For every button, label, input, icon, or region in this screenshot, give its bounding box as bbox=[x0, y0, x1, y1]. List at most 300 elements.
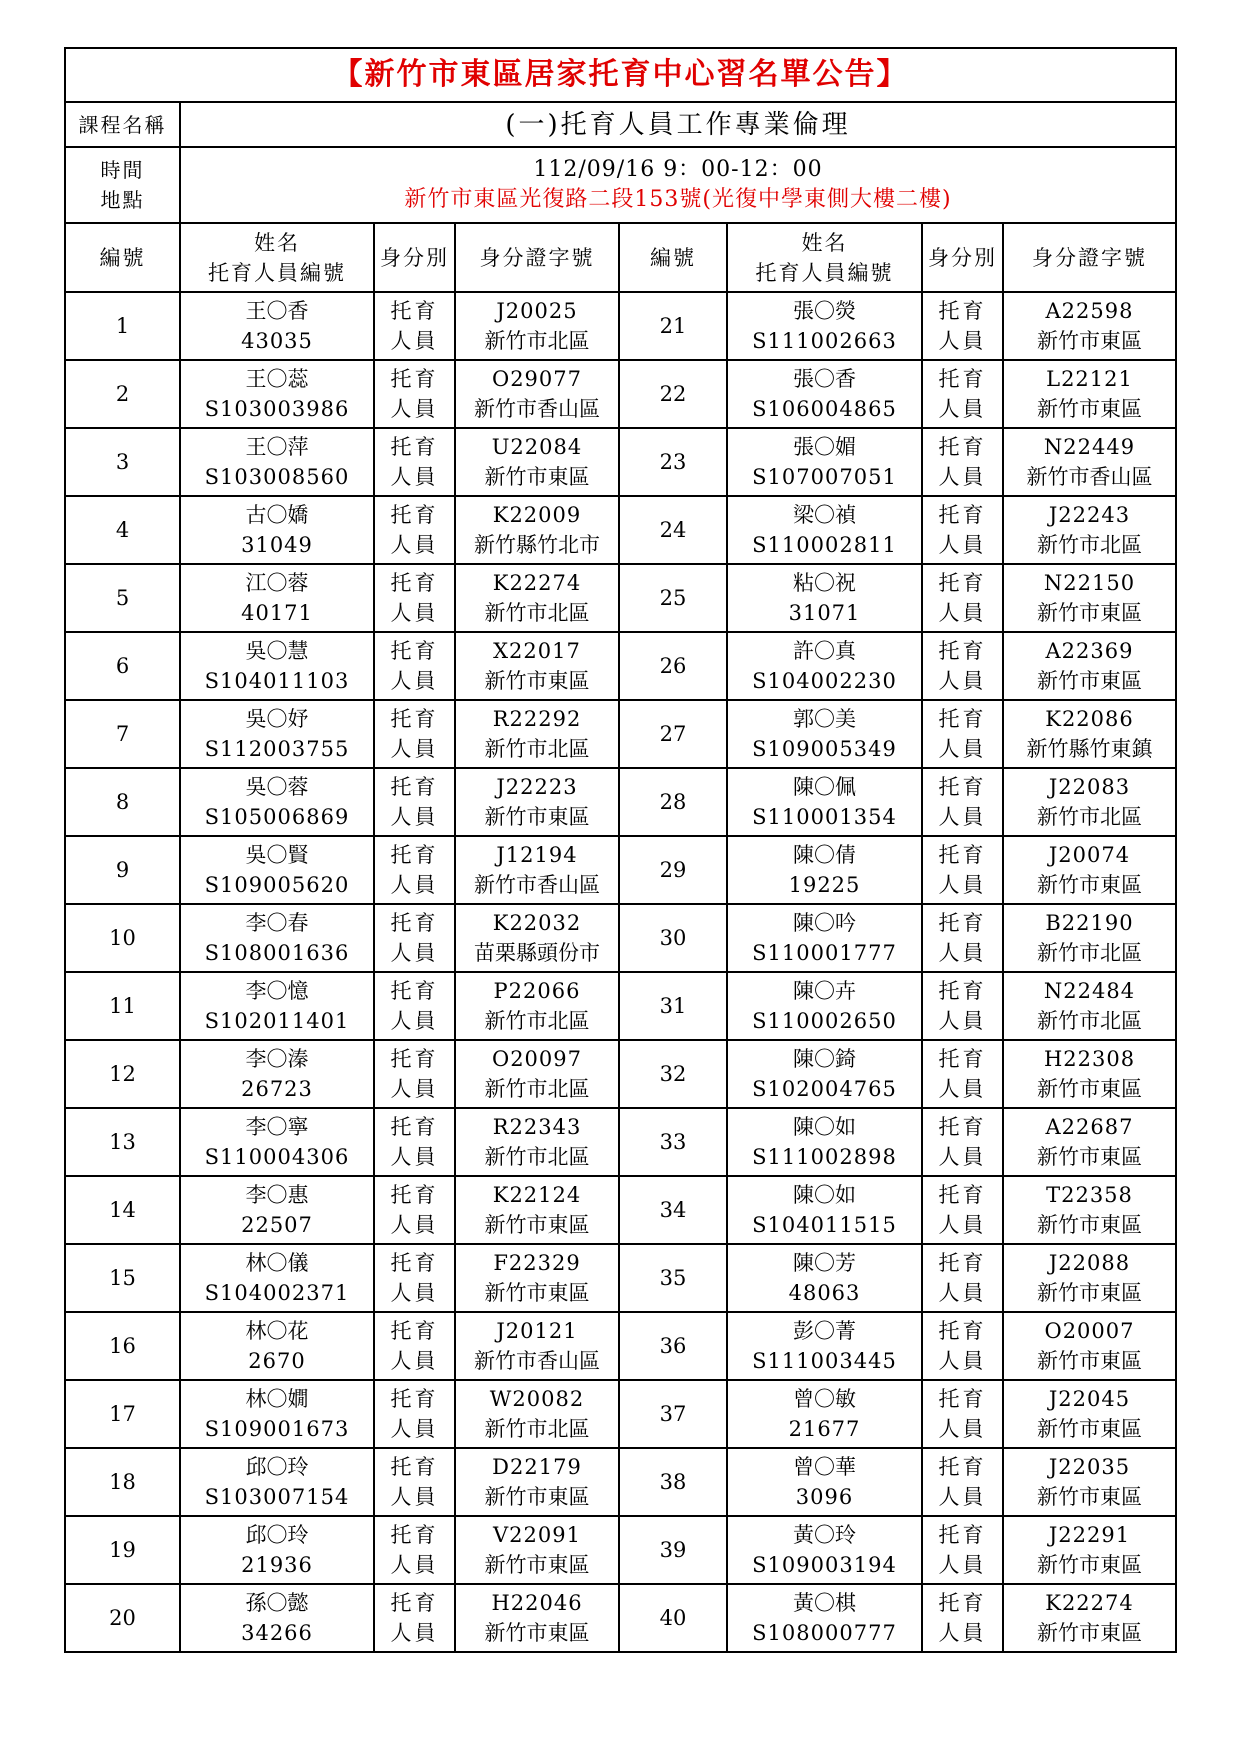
cell-number-left: 1 bbox=[65, 292, 180, 360]
caregiver-code: S111003445 bbox=[752, 1349, 897, 1373]
cell-name-right bbox=[727, 564, 922, 632]
identity-line1: 托育 bbox=[390, 911, 439, 935]
person-name: 陳〇如 bbox=[793, 1115, 856, 1139]
id-number: J22083 bbox=[1048, 775, 1131, 799]
person-name: 許〇真 bbox=[793, 639, 856, 663]
identity-line2: 人員 bbox=[390, 873, 439, 897]
district: 新竹市東區 bbox=[484, 669, 590, 693]
identity-line2: 人員 bbox=[938, 1485, 987, 1509]
id-number: D22179 bbox=[492, 1455, 582, 1479]
cell-name-right bbox=[727, 1516, 922, 1584]
id-number: V22091 bbox=[493, 1523, 581, 1547]
identity-line2: 人員 bbox=[938, 805, 987, 829]
table-row bbox=[65, 1176, 1176, 1244]
id-number: K22086 bbox=[1045, 707, 1134, 731]
identity-line1: 托育 bbox=[390, 571, 439, 595]
cell-name-right bbox=[727, 632, 922, 700]
cell-identity-right bbox=[922, 1584, 1003, 1652]
identity-line1: 托育 bbox=[390, 1251, 439, 1275]
identity-line1: 托育 bbox=[938, 571, 987, 595]
caregiver-code: S108001636 bbox=[204, 941, 350, 965]
person-name: 邱〇玲 bbox=[245, 1523, 309, 1547]
id-number: F22329 bbox=[493, 1251, 581, 1275]
cell-id-number-left bbox=[455, 1244, 619, 1312]
cell-identity-right bbox=[922, 428, 1003, 496]
identity-line2: 人員 bbox=[938, 1077, 987, 1101]
district: 新竹市東區 bbox=[1037, 1349, 1142, 1373]
cell-name-left bbox=[180, 564, 374, 632]
person-name: 林〇花 bbox=[245, 1319, 309, 1343]
table-row bbox=[65, 1448, 1176, 1516]
cell-name-right bbox=[727, 904, 922, 972]
identity-line1: 托育 bbox=[390, 1387, 439, 1411]
cell-id-number-right bbox=[1003, 292, 1176, 360]
cell-identity-left bbox=[374, 972, 455, 1040]
cell-name-left bbox=[180, 768, 374, 836]
district: 新竹市東區 bbox=[1037, 1281, 1142, 1305]
person-name: 陳〇倩 bbox=[793, 843, 856, 867]
cell-number-right: 38 bbox=[619, 1448, 727, 1516]
identity-line1: 托育 bbox=[390, 979, 439, 1003]
identity-line2: 人員 bbox=[390, 1417, 439, 1441]
cell-identity-right bbox=[922, 360, 1003, 428]
cell-number-right: 21 bbox=[619, 292, 727, 360]
identity-line1: 托育 bbox=[390, 639, 439, 663]
caregiver-code: S109001673 bbox=[204, 1417, 350, 1441]
id-number: A22369 bbox=[1045, 639, 1134, 663]
identity-line2: 人員 bbox=[938, 601, 987, 625]
cell-id-number-right bbox=[1003, 1448, 1176, 1516]
identity-line2: 人員 bbox=[390, 533, 439, 557]
cell-name-right bbox=[727, 428, 922, 496]
id-number: L22121 bbox=[1046, 367, 1133, 391]
id-number: O20007 bbox=[1044, 1319, 1135, 1343]
column-header-row bbox=[65, 223, 1176, 292]
caregiver-code: 48063 bbox=[788, 1281, 861, 1305]
caregiver-code: S111002898 bbox=[752, 1145, 897, 1169]
cell-id-number-left bbox=[455, 768, 619, 836]
cell-id-number-left bbox=[455, 1448, 619, 1516]
person-name: 梁〇禎 bbox=[793, 503, 856, 527]
cell-identity-right bbox=[922, 496, 1003, 564]
cell-id-number-right bbox=[1003, 700, 1176, 768]
cell-name-left bbox=[180, 1176, 374, 1244]
district: 新竹市北區 bbox=[484, 329, 590, 353]
caregiver-code: 31049 bbox=[241, 533, 313, 557]
identity-line2: 人員 bbox=[938, 873, 987, 897]
caregiver-code: S108000777 bbox=[752, 1621, 897, 1645]
person-name: 曾〇華 bbox=[793, 1455, 856, 1479]
cell-id-number-left bbox=[455, 700, 619, 768]
header-number: 編號 bbox=[65, 223, 180, 292]
table-row bbox=[65, 496, 1176, 564]
cell-number-left: 15 bbox=[65, 1244, 180, 1312]
caregiver-code: 21936 bbox=[241, 1553, 313, 1577]
id-number: J12194 bbox=[496, 843, 578, 867]
identity-line2: 人員 bbox=[938, 1281, 987, 1305]
identity-line2: 人員 bbox=[390, 1621, 439, 1645]
identity-line2: 人員 bbox=[390, 1077, 439, 1101]
identity-line2: 人員 bbox=[390, 737, 439, 761]
district: 新竹市北區 bbox=[1037, 941, 1142, 965]
district: 新竹市東區 bbox=[1037, 873, 1142, 897]
person-name: 張〇媚 bbox=[793, 435, 856, 459]
district: 新竹市東區 bbox=[1037, 1417, 1142, 1441]
cell-id-number-left bbox=[455, 1584, 619, 1652]
cell-number-left: 6 bbox=[65, 632, 180, 700]
district: 新竹市東區 bbox=[484, 465, 590, 489]
id-number: H22308 bbox=[1043, 1047, 1136, 1071]
cell-number-right: 37 bbox=[619, 1380, 727, 1448]
cell-id-number-left bbox=[455, 292, 619, 360]
person-name: 江〇蓉 bbox=[245, 571, 309, 595]
header-name-line1-right: 姓名 bbox=[801, 230, 848, 255]
cell-number-left: 20 bbox=[65, 1584, 180, 1652]
cell-number-right: 32 bbox=[619, 1040, 727, 1108]
identity-line1: 托育 bbox=[938, 1591, 987, 1615]
cell-number-left: 17 bbox=[65, 1380, 180, 1448]
cell-number-right: 25 bbox=[619, 564, 727, 632]
cell-number-left: 9 bbox=[65, 836, 180, 904]
identity-line1: 托育 bbox=[390, 1183, 439, 1207]
cell-name-left bbox=[180, 1448, 374, 1516]
cell-name-right bbox=[727, 768, 922, 836]
table-row bbox=[65, 1380, 1176, 1448]
district: 新竹市東區 bbox=[484, 1213, 590, 1237]
identity-line1: 托育 bbox=[938, 1251, 987, 1275]
header-name-line1: 姓名 bbox=[254, 230, 300, 255]
cell-id-number-right bbox=[1003, 428, 1176, 496]
cell-number-right: 35 bbox=[619, 1244, 727, 1312]
cell-number-left: 18 bbox=[65, 1448, 180, 1516]
cell-id-number-left bbox=[455, 1040, 619, 1108]
cell-name-right bbox=[727, 360, 922, 428]
cell-id-number-right bbox=[1003, 564, 1176, 632]
cell-number-right: 40 bbox=[619, 1584, 727, 1652]
id-number: W20082 bbox=[489, 1387, 585, 1411]
identity-line1: 托育 bbox=[390, 843, 439, 867]
district: 新竹市東區 bbox=[484, 1621, 590, 1645]
id-number: K22274 bbox=[1045, 1591, 1134, 1615]
cell-name-right bbox=[727, 1380, 922, 1448]
cell-number-right: 23 bbox=[619, 428, 727, 496]
identity-line1: 托育 bbox=[938, 1455, 987, 1479]
district: 新竹市東區 bbox=[1037, 329, 1142, 353]
id-number: A22598 bbox=[1045, 299, 1134, 323]
cell-id-number-right bbox=[1003, 904, 1176, 972]
identity-line2: 人員 bbox=[938, 1349, 987, 1373]
caregiver-code: 21677 bbox=[788, 1417, 861, 1441]
cell-identity-right bbox=[922, 700, 1003, 768]
cell-number-right: 34 bbox=[619, 1176, 727, 1244]
cell-identity-left bbox=[374, 904, 455, 972]
district: 新竹市東區 bbox=[484, 1281, 590, 1305]
person-name: 李〇寧 bbox=[245, 1115, 309, 1139]
district: 新竹市東區 bbox=[1037, 1213, 1142, 1237]
cell-id-number-left bbox=[455, 972, 619, 1040]
caregiver-code: 2670 bbox=[248, 1349, 306, 1373]
place-label: 地點 bbox=[100, 188, 145, 212]
identity-line1: 托育 bbox=[938, 1319, 987, 1343]
cell-number-left: 3 bbox=[65, 428, 180, 496]
cell-name-right bbox=[727, 292, 922, 360]
id-number: N22484 bbox=[1043, 979, 1136, 1003]
header-id-number-right: 身分證字號 bbox=[1003, 223, 1176, 292]
person-name: 陳〇吟 bbox=[793, 911, 856, 935]
header-number-right: 編號 bbox=[619, 223, 727, 292]
district: 新竹市香山區 bbox=[474, 1349, 600, 1373]
person-name: 黃〇玲 bbox=[793, 1523, 856, 1547]
cell-number-right: 36 bbox=[619, 1312, 727, 1380]
cell-number-left: 8 bbox=[65, 768, 180, 836]
header-name bbox=[180, 223, 374, 292]
id-number: X22017 bbox=[493, 639, 581, 663]
cell-identity-left bbox=[374, 1516, 455, 1584]
cell-number-right: 31 bbox=[619, 972, 727, 1040]
cell-number-left: 12 bbox=[65, 1040, 180, 1108]
cell-identity-right bbox=[922, 904, 1003, 972]
identity-line2: 人員 bbox=[390, 397, 439, 421]
cell-identity-right bbox=[922, 972, 1003, 1040]
cell-number-left: 19 bbox=[65, 1516, 180, 1584]
identity-line2: 人員 bbox=[390, 669, 439, 693]
person-name: 陳〇錡 bbox=[793, 1047, 856, 1071]
identity-line2: 人員 bbox=[390, 1009, 439, 1033]
cell-identity-left bbox=[374, 1040, 455, 1108]
district: 新竹市東區 bbox=[1037, 1553, 1142, 1577]
identity-line2: 人員 bbox=[390, 601, 439, 625]
identity-line1: 托育 bbox=[938, 367, 987, 391]
identity-line2: 人員 bbox=[390, 329, 439, 353]
cell-id-number-right bbox=[1003, 1312, 1176, 1380]
district: 新竹市東區 bbox=[1037, 1621, 1142, 1645]
identity-line1: 托育 bbox=[938, 639, 987, 663]
table-row bbox=[65, 700, 1176, 768]
district: 新竹縣竹東鎮 bbox=[1026, 737, 1153, 761]
district: 新竹市東區 bbox=[1037, 397, 1142, 421]
id-number: N22150 bbox=[1043, 571, 1136, 595]
cell-name-left bbox=[180, 972, 374, 1040]
identity-line2: 人員 bbox=[390, 805, 439, 829]
cell-name-left bbox=[180, 1584, 374, 1652]
id-number: J22088 bbox=[1048, 1251, 1131, 1275]
cell-name-left bbox=[180, 632, 374, 700]
cell-identity-right bbox=[922, 1176, 1003, 1244]
cell-name-left bbox=[180, 428, 374, 496]
cell-name-right bbox=[727, 700, 922, 768]
identity-line1: 托育 bbox=[390, 1455, 439, 1479]
caregiver-code: 3096 bbox=[795, 1485, 854, 1509]
district: 新竹市北區 bbox=[484, 1077, 590, 1101]
identity-line1: 托育 bbox=[938, 1047, 987, 1071]
caregiver-code: S103008560 bbox=[204, 465, 350, 489]
course-label: 課程名稱 bbox=[65, 102, 180, 147]
cell-identity-right bbox=[922, 836, 1003, 904]
id-number: H22046 bbox=[491, 1591, 583, 1615]
cell-identity-right bbox=[922, 632, 1003, 700]
id-number: B22190 bbox=[1045, 911, 1134, 935]
roster-table bbox=[64, 47, 1177, 1653]
id-number: T22358 bbox=[1046, 1183, 1133, 1207]
cell-number-left: 16 bbox=[65, 1312, 180, 1380]
district: 新竹市北區 bbox=[1037, 1009, 1142, 1033]
person-name: 邱〇玲 bbox=[245, 1455, 309, 1479]
time-value: 112/09/16 9：00-12：00 bbox=[533, 157, 823, 182]
id-number: P22066 bbox=[493, 979, 581, 1003]
identity-line2: 人員 bbox=[390, 1349, 439, 1373]
id-number: R22343 bbox=[492, 1115, 582, 1139]
header-id-number: 身分證字號 bbox=[455, 223, 619, 292]
cell-identity-right bbox=[922, 1312, 1003, 1380]
cell-number-left: 10 bbox=[65, 904, 180, 972]
district: 新竹市北區 bbox=[484, 737, 590, 761]
cell-number-right: 39 bbox=[619, 1516, 727, 1584]
cell-identity-left bbox=[374, 564, 455, 632]
caregiver-code: S110002811 bbox=[752, 533, 897, 557]
cell-number-right: 26 bbox=[619, 632, 727, 700]
identity-line1: 托育 bbox=[390, 367, 439, 391]
person-name: 吳〇賢 bbox=[245, 843, 309, 867]
cell-identity-left bbox=[374, 1312, 455, 1380]
cell-id-number-left bbox=[455, 1380, 619, 1448]
id-number: J20025 bbox=[496, 299, 578, 323]
cell-identity-left bbox=[374, 1584, 455, 1652]
cell-id-number-left bbox=[455, 1176, 619, 1244]
identity-line1: 托育 bbox=[938, 775, 987, 799]
cell-identity-left bbox=[374, 700, 455, 768]
person-name: 吳〇妤 bbox=[245, 707, 309, 731]
district: 新竹市東區 bbox=[1037, 669, 1142, 693]
identity-line1: 托育 bbox=[390, 775, 439, 799]
person-name: 林〇嫺 bbox=[245, 1387, 309, 1411]
id-number: O29077 bbox=[491, 367, 583, 391]
cell-name-right bbox=[727, 1176, 922, 1244]
person-name: 王〇蕊 bbox=[245, 367, 309, 391]
cell-id-number-left bbox=[455, 632, 619, 700]
caregiver-code: S103003986 bbox=[204, 397, 350, 421]
cell-identity-right bbox=[922, 1380, 1003, 1448]
district: 新竹市東區 bbox=[1037, 1145, 1142, 1169]
id-number: J20074 bbox=[1048, 843, 1131, 867]
header-name-line2: 托育人員編號 bbox=[208, 260, 346, 285]
cell-name-left bbox=[180, 1380, 374, 1448]
caregiver-code: S110004306 bbox=[204, 1145, 350, 1169]
identity-line2: 人員 bbox=[390, 941, 439, 965]
cell-number-left: 11 bbox=[65, 972, 180, 1040]
cell-number-left: 2 bbox=[65, 360, 180, 428]
cell-identity-right bbox=[922, 292, 1003, 360]
table-row bbox=[65, 292, 1176, 360]
identity-line2: 人員 bbox=[938, 1553, 987, 1577]
cell-number-left: 13 bbox=[65, 1108, 180, 1176]
cell-name-left bbox=[180, 904, 374, 972]
cell-id-number-right bbox=[1003, 1380, 1176, 1448]
header-identity: 身分別 bbox=[374, 223, 455, 292]
person-name: 黃〇棋 bbox=[793, 1591, 856, 1615]
cell-number-right: 29 bbox=[619, 836, 727, 904]
cell-identity-right bbox=[922, 1244, 1003, 1312]
identity-line1: 托育 bbox=[938, 1183, 987, 1207]
cell-id-number-right bbox=[1003, 1516, 1176, 1584]
table-row bbox=[65, 1244, 1176, 1312]
id-number: N22449 bbox=[1043, 435, 1136, 459]
cell-identity-left bbox=[374, 768, 455, 836]
cell-id-number-left bbox=[455, 836, 619, 904]
identity-line1: 托育 bbox=[938, 1523, 987, 1547]
district: 新竹市香山區 bbox=[474, 397, 600, 421]
id-number: A22687 bbox=[1045, 1115, 1134, 1139]
cell-number-left: 14 bbox=[65, 1176, 180, 1244]
id-number: O20097 bbox=[491, 1047, 583, 1071]
identity-line2: 人員 bbox=[938, 1213, 987, 1237]
cell-identity-left bbox=[374, 1244, 455, 1312]
identity-line1: 托育 bbox=[390, 503, 439, 527]
cell-name-right bbox=[727, 972, 922, 1040]
identity-line1: 托育 bbox=[938, 435, 987, 459]
caregiver-code: 43035 bbox=[241, 329, 313, 353]
caregiver-code: S104011515 bbox=[752, 1213, 897, 1237]
cell-id-number-right bbox=[1003, 768, 1176, 836]
caregiver-code: S103007154 bbox=[204, 1485, 350, 1509]
cell-identity-left bbox=[374, 632, 455, 700]
id-number: U22084 bbox=[491, 435, 583, 459]
person-name: 曾〇敏 bbox=[793, 1387, 856, 1411]
caregiver-code: S109005620 bbox=[204, 873, 350, 897]
caregiver-code: S102011401 bbox=[204, 1009, 350, 1033]
person-name: 張〇香 bbox=[793, 367, 856, 391]
cell-identity-left bbox=[374, 1176, 455, 1244]
district: 新竹市北區 bbox=[484, 1009, 590, 1033]
cell-id-number-right bbox=[1003, 972, 1176, 1040]
person-name: 林〇儀 bbox=[245, 1251, 309, 1275]
table-row bbox=[65, 904, 1176, 972]
identity-line2: 人員 bbox=[938, 1621, 987, 1645]
cell-number-left: 5 bbox=[65, 564, 180, 632]
cell-number-right: 30 bbox=[619, 904, 727, 972]
district: 新竹市香山區 bbox=[1026, 465, 1153, 489]
cell-name-right bbox=[727, 1448, 922, 1516]
cell-name-left bbox=[180, 1040, 374, 1108]
caregiver-code: S105006869 bbox=[204, 805, 350, 829]
caregiver-code: S109005349 bbox=[752, 737, 897, 761]
identity-line1: 托育 bbox=[938, 1115, 987, 1139]
identity-line1: 托育 bbox=[938, 707, 987, 731]
identity-line1: 托育 bbox=[938, 299, 987, 323]
identity-line2: 人員 bbox=[938, 1145, 987, 1169]
id-number: J22223 bbox=[496, 775, 578, 799]
cell-number-right: 28 bbox=[619, 768, 727, 836]
person-name: 李〇春 bbox=[245, 911, 309, 935]
id-number: J22045 bbox=[1048, 1387, 1131, 1411]
identity-line2: 人員 bbox=[390, 465, 439, 489]
cell-name-left bbox=[180, 1516, 374, 1584]
id-number: K22009 bbox=[492, 503, 582, 527]
cell-id-number-right bbox=[1003, 1108, 1176, 1176]
cell-number-left: 4 bbox=[65, 496, 180, 564]
cell-identity-left bbox=[374, 428, 455, 496]
caregiver-code: S109003194 bbox=[752, 1553, 897, 1577]
table-row bbox=[65, 1040, 1176, 1108]
cell-name-right bbox=[727, 836, 922, 904]
district: 新竹市北區 bbox=[484, 1417, 590, 1441]
district: 新竹市北區 bbox=[1037, 805, 1142, 829]
identity-line1: 托育 bbox=[390, 435, 439, 459]
table-row bbox=[65, 972, 1176, 1040]
cell-name-right bbox=[727, 1584, 922, 1652]
person-name: 李〇憶 bbox=[245, 979, 309, 1003]
person-name: 孫〇懿 bbox=[245, 1591, 309, 1615]
caregiver-code: 40171 bbox=[241, 601, 313, 625]
